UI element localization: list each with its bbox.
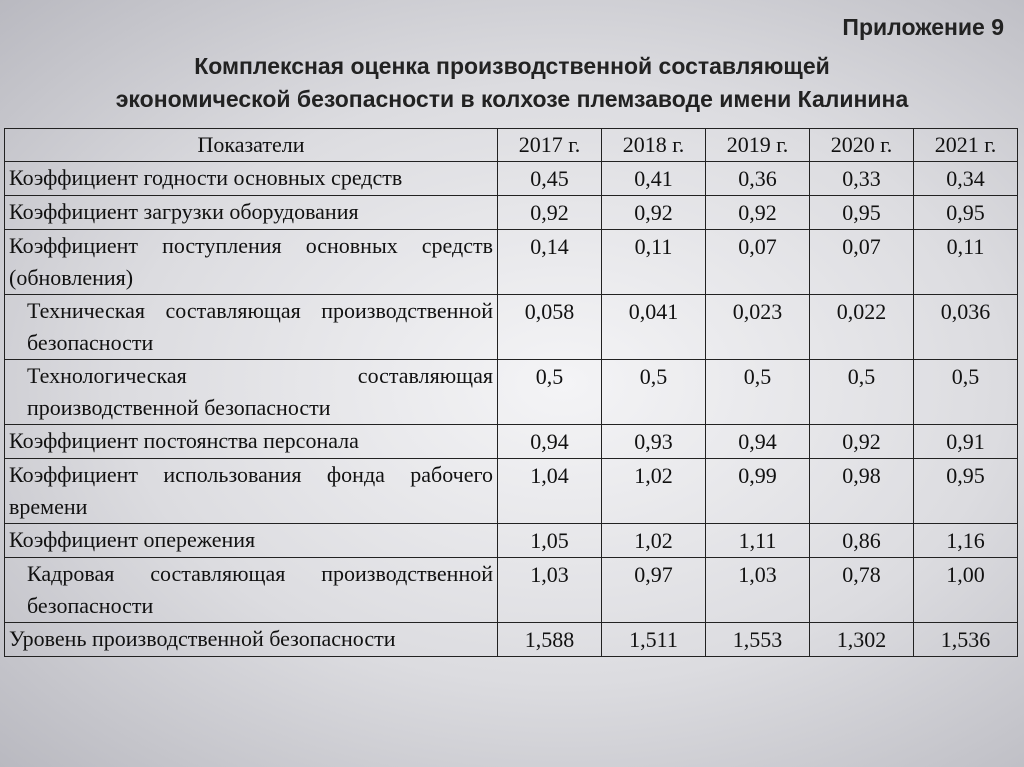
column-header: Показатели [5,129,498,162]
indicator-value: 1,02 [602,524,706,558]
table-row [5,558,1018,623]
indicator-value: 1,05 [498,524,602,558]
table-body [5,162,1018,657]
indicator-value: 0,036 [914,295,1018,360]
indicator-value: 0,86 [810,524,914,558]
indicator-value: 0,92 [602,196,706,230]
table-row [5,295,1018,360]
indicator-name: Коэффициент годности основных средств [5,162,498,196]
indicator-name: Коэффициент постоянства персонала [5,425,498,459]
column-header: 2020 г. [810,129,914,162]
table-header-row [5,129,1018,162]
indicator-value: 1,02 [602,459,706,524]
indicator-name: Коэффициент использования фонда рабочего времени [5,459,498,524]
column-header: 2017 г. [498,129,602,162]
indicator-value: 0,34 [914,162,1018,196]
indicator-name: Техническая составляющая производственной безопасности [5,295,498,360]
indicator-value: 0,93 [602,425,706,459]
indicator-value: 1,511 [602,623,706,657]
indicator-value: 0,36 [706,162,810,196]
column-header: 2018 г. [602,129,706,162]
indicator-name: Коэффициент опережения [5,524,498,558]
indicator-value: 1,302 [810,623,914,657]
indicator-value: 0,78 [810,558,914,623]
column-header: 2019 г. [706,129,810,162]
indicator-value: 0,95 [914,196,1018,230]
title-line-2: экономической безопасности в колхозе племзаводе имени Калинина [115,86,909,112]
indicator-name: Коэффициент поступления основных средств (обновления) [5,230,498,295]
table-row [5,524,1018,558]
indicator-value: 0,98 [810,459,914,524]
indicator-name: Коэффициент загрузки оборудования [5,196,498,230]
indicator-value: 1,03 [706,558,810,623]
indicator-value: 1,553 [706,623,810,657]
table-row [5,196,1018,230]
indicator-name: Кадровая составляющая производственной безопасности [5,558,498,623]
indicator-value: 0,91 [914,425,1018,459]
indicator-value: 0,97 [602,558,706,623]
indicator-value: 0,11 [914,230,1018,295]
indicator-value: 1,00 [914,558,1018,623]
indicator-value: 0,041 [602,295,706,360]
indicator-value: 1,03 [498,558,602,623]
assessment-table [4,128,1018,657]
indicator-value: 0,92 [810,425,914,459]
table-row [5,623,1018,657]
indicator-value: 1,16 [914,524,1018,558]
indicator-value: 0,33 [810,162,914,196]
indicator-name: Технологическая составляющая производственной безопасности [5,360,498,425]
indicator-value: 0,92 [498,196,602,230]
indicator-value: 1,536 [914,623,1018,657]
indicator-value: 1,04 [498,459,602,524]
indicator-value: 0,45 [498,162,602,196]
table-row [5,230,1018,295]
indicator-value: 0,11 [602,230,706,295]
appendix-label: Приложение 9 [842,14,1004,40]
page-title [0,50,1024,116]
indicator-value: 0,07 [706,230,810,295]
table-row [5,425,1018,459]
indicator-value: 0,95 [914,459,1018,524]
indicator-value: 0,5 [498,360,602,425]
indicator-value: 1,588 [498,623,602,657]
table-row [5,459,1018,524]
title-line-1: Комплексная оценка производственной составляющей [194,53,830,79]
indicator-value: 0,058 [498,295,602,360]
indicator-value: 0,94 [706,425,810,459]
indicator-value: 0,99 [706,459,810,524]
indicator-value: 0,94 [498,425,602,459]
indicator-value: 1,11 [706,524,810,558]
indicator-value: 0,41 [602,162,706,196]
indicator-value: 0,023 [706,295,810,360]
indicator-name: Уровень производственной безопасности [5,623,498,657]
indicator-value: 0,022 [810,295,914,360]
indicator-value: 0,07 [810,230,914,295]
table-row [5,162,1018,196]
column-header: 2021 г. [914,129,1018,162]
indicator-value: 0,5 [914,360,1018,425]
indicator-value: 0,5 [706,360,810,425]
indicator-value: 0,5 [602,360,706,425]
indicator-value: 0,92 [706,196,810,230]
table-row [5,360,1018,425]
indicator-value: 0,14 [498,230,602,295]
indicator-value: 0,95 [810,196,914,230]
indicator-value: 0,5 [810,360,914,425]
